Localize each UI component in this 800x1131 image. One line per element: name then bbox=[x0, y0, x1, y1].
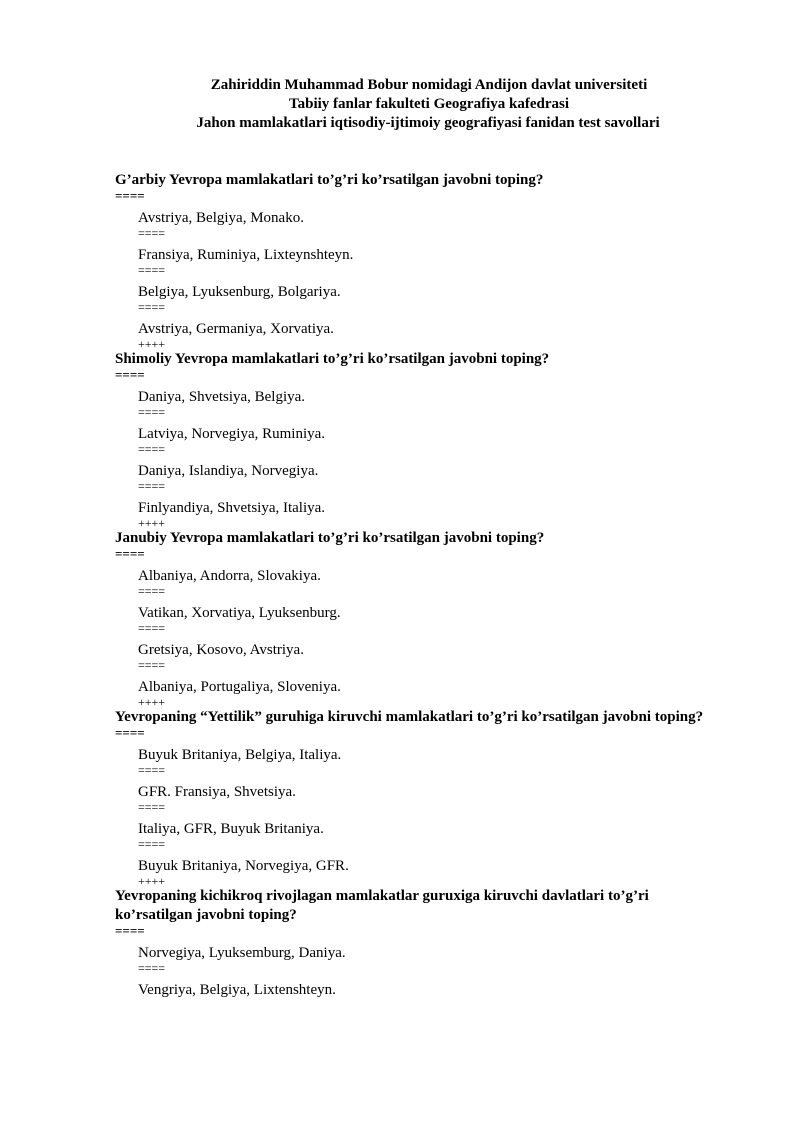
answer-marker: ++++ bbox=[138, 337, 166, 351]
question-separator: ==== bbox=[115, 923, 145, 938]
answer-marker: ++++ bbox=[138, 516, 166, 530]
faculty-department: Tabiiy fanlar fakulteti Geografiya kafedrasi bbox=[288, 96, 569, 112]
answer-option: Vengriya, Belgiya, Lixtenshteyn. bbox=[138, 982, 336, 998]
option-separator: ==== bbox=[138, 300, 166, 314]
option-separator: ==== bbox=[138, 658, 166, 672]
question-separator: ==== bbox=[115, 725, 145, 740]
answer-option: Norvegiya, Lyuksemburg, Daniya. bbox=[138, 945, 346, 961]
answer-option: Italiya, GFR, Buyuk Britaniya. bbox=[138, 821, 324, 837]
question-separator: ==== bbox=[115, 546, 145, 561]
answer-marker: ++++ bbox=[138, 874, 166, 888]
question-block bbox=[115, 887, 715, 999]
option-separator: ==== bbox=[138, 442, 166, 456]
answer-option: Vatikan, Xorvatiya, Lyuksenburg. bbox=[138, 605, 341, 621]
answer-option: Latviya, Norvegiya, Ruminiya. bbox=[138, 426, 326, 442]
answer-option: Buyuk Britaniya, Norvegiya, GFR. bbox=[138, 858, 349, 874]
option-separator: ==== bbox=[138, 226, 166, 240]
option-separator: ==== bbox=[138, 800, 166, 814]
answer-option: Avstriya, Belgiya, Monako. bbox=[138, 210, 304, 226]
question-text: G’arbiy Yevropa mamlakatlari to’g’ri ko’rsatilgan javobni toping? bbox=[115, 172, 544, 188]
option-separator: ==== bbox=[138, 961, 166, 975]
option-separator: ==== bbox=[138, 837, 166, 851]
option-separator: ==== bbox=[138, 763, 166, 777]
question-text: Shimoliy Yevropa mamlakatlari to’g’ri ko’rsatilgan javobni toping? bbox=[115, 351, 550, 367]
question-separator: ==== bbox=[115, 367, 145, 382]
university-name: Zahiriddin Muhammad Bobur nomidagi Andijon davlat universiteti bbox=[210, 77, 648, 93]
question-block bbox=[115, 529, 715, 708]
answer-marker: ++++ bbox=[138, 695, 166, 709]
question-text: Janubiy Yevropa mamlakatlari to’g’ri ko’rsatilgan javobni toping? bbox=[115, 530, 545, 546]
answer-option: Avstriya, Germaniya, Xorvatiya. bbox=[138, 321, 334, 337]
option-separator: ==== bbox=[138, 584, 166, 598]
document-header bbox=[0, 76, 800, 133]
answer-option: Fransiya, Ruminiya, Lixteynshteyn. bbox=[138, 247, 354, 263]
question-text: Yevropaning “Yettilik” guruhiga kiruvchi mamlakatlari to’g’ri ko’rsatilgan javobni toping? bbox=[115, 709, 704, 725]
question-block bbox=[115, 171, 715, 350]
test-title: Jahon mamlakatlari iqtisodiy-ijtimoiy geografiyasi fanidan test savollari bbox=[196, 115, 660, 131]
answer-option: Daniya, Islandiya, Norvegiya. bbox=[138, 463, 319, 479]
question-block bbox=[115, 350, 715, 529]
test-questions bbox=[115, 171, 715, 999]
answer-option: Gretsiya, Kosovo, Avstriya. bbox=[138, 642, 304, 658]
answer-option: Finlyandiya, Shvetsiya, Italiya. bbox=[138, 500, 326, 516]
answer-option: GFR. Fransiya, Shvetsiya. bbox=[138, 784, 296, 800]
option-separator: ==== bbox=[138, 405, 166, 419]
question-separator: ==== bbox=[115, 188, 145, 203]
option-separator: ==== bbox=[138, 479, 166, 493]
answer-option: Albaniya, Andorra, Slovakiya. bbox=[138, 568, 321, 584]
answer-option: Buyuk Britaniya, Belgiya, Italiya. bbox=[138, 747, 342, 763]
answer-option: Albaniya, Portugaliya, Sloveniya. bbox=[138, 679, 341, 695]
answer-option: Daniya, Shvetsiya, Belgiya. bbox=[138, 389, 306, 405]
option-separator: ==== bbox=[138, 621, 166, 635]
option-separator: ==== bbox=[138, 263, 166, 277]
question-text: Yevropaning kichikroq rivojlagan mamlakatlar guruxiga kiruvchi davlatlari to’g’ri ko’rsatilgan javobni toping? bbox=[115, 888, 649, 923]
question-block bbox=[115, 708, 715, 887]
answer-option: Belgiya, Lyuksenburg, Bolgariya. bbox=[138, 284, 341, 300]
